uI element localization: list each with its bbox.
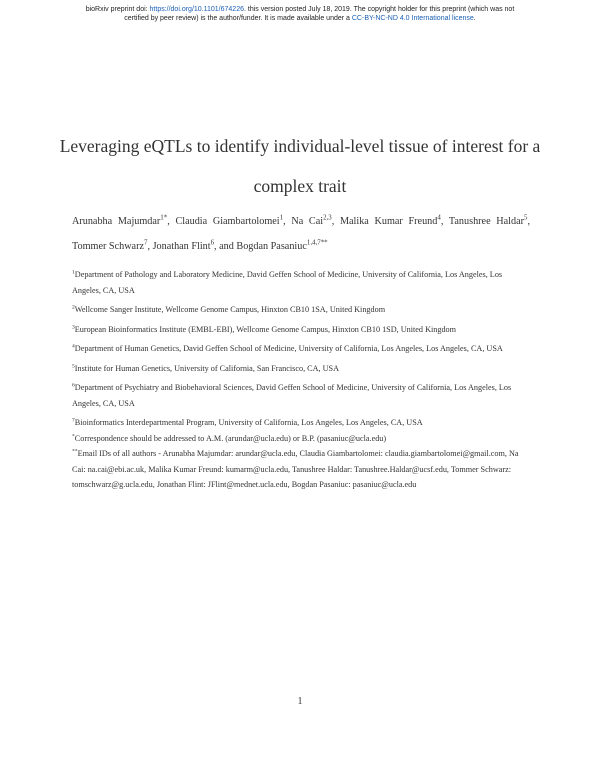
footnote-mark: ** (72, 448, 78, 455)
author-name: Na Cai (291, 216, 324, 227)
author-affiliation-mark: 1,4,7** (306, 239, 328, 247)
author-affiliation-mark: 6 (210, 239, 215, 247)
title-line-2: complex trait (253, 176, 347, 196)
license-link[interactable]: CC-BY-NC-ND 4.0 International license (351, 15, 474, 22)
email-text: Email IDs of all authors - Arunabha Majumdar: arundar@ucla.edu, Claudia Giambartolomei: claudia.giambartolomei@gmail.com, Na Cai: na.cai@ebi.ac.uk, Malika Kumar Freund: kumarm@ucla.edu, Tanushree Haldar: Tanushree.Haldar@ucsf.edu, Tommer Schwarz: tomschwarz@g.ucla.edu, Jonathan Flint: JFlint@mednet.ucla.edu, Bogdan Pasaniuc: pasaniuc@ucla.edu (72, 449, 519, 489)
affiliation-text: Department of Human Genetics, David Geffen School of Medicine, University of California, Los Angeles, Los Angeles, CA, USA (74, 344, 503, 353)
affiliation-item (72, 415, 530, 431)
affiliation-text: Department of Psychiatry and Biobehavioral Sciences, David Geffen School of Medicine, University of California, Los Angeles, Los Angeles, CA, USA (72, 383, 512, 408)
author-name: Tommer Schwarz (72, 241, 144, 252)
header-suffix-2: . (473, 15, 476, 22)
affiliation-number: 5 (72, 362, 75, 369)
author-affiliation-mark: 1 (279, 214, 284, 222)
affiliation-text: Wellcome Sanger Institute, Wellcome Genome Campus, Hinxton CB10 1SA, United Kingdom (74, 305, 386, 314)
affiliation-item (72, 380, 530, 411)
header-suffix: . this version posted July 18, 2019. The copyright holder for this preprint (which was not (243, 6, 515, 13)
paper-title (0, 126, 600, 206)
footnote-mark: * (72, 432, 75, 439)
page-number: 1 (297, 696, 303, 707)
author-affiliation-mark: 2,3 (323, 214, 332, 222)
affiliation-item (72, 361, 530, 377)
affiliation-text: Department of Pathology and Laboratory Medicine, David Geffen School of Medicine, University of California, Los Angeles, Los Angeles, CA, USA (72, 270, 503, 295)
affiliation-number: 7 (72, 417, 75, 424)
affiliation-item (72, 267, 530, 298)
doi-link[interactable]: https://doi.org/10.1101/674226 (149, 6, 244, 13)
affiliation-text: Bioinformatics Interdepartmental Program, University of California, Los Angeles, Los Angeles, CA, USA (74, 418, 423, 427)
affiliation-number: 2 (72, 304, 75, 311)
email-note (72, 446, 530, 493)
header-prefix: bioRxiv preprint doi: (85, 6, 150, 13)
affiliation-text: Institute for Human Genetics, University of California, San Francisco, CA, USA (74, 363, 340, 373)
affiliation-number: 6 (72, 382, 75, 389)
author-name: Claudia Giambartolomei (175, 216, 280, 227)
author-affiliation-mark: 7 (144, 239, 148, 247)
affiliation-item (72, 322, 530, 338)
affiliation-number: 3 (72, 323, 75, 330)
correspondence-text: Correspondence should be addressed to A.M. (arundar@ucla.edu) or B.P. (pasaniuc@ucla.edu) (74, 433, 387, 443)
affiliation-item (72, 341, 530, 357)
author-name: Malika Kumar Freund (339, 216, 438, 227)
affiliation-item (72, 302, 530, 318)
author-name: Bogdan Pasaniuc (236, 241, 307, 252)
author-list: Arunabha Majumdar$^{1*}$, Claudia Giambartolomei$^1$, Na Cai$^{2,3}$, Malika Kumar Freund$^4$, Tanushree Haldar$^5$, Tommer Schwarz$^7$, Jonathan Flint$^6$, and Bogdan Pasaniuc$^{1,4,7**}$ (72, 214, 531, 252)
author-conjunction: and (219, 241, 234, 252)
title-line-1: Leveraging eQTLs to identify individual-level tissue of interest for a (59, 136, 541, 156)
author-name: Jonathan Flint (152, 241, 211, 252)
correspondence-note (72, 431, 530, 447)
author-affiliation-mark: 5 (524, 214, 528, 222)
header-line-1 (0, 5, 600, 14)
header-prefix-2: certified by peer review) is the author/funder. It is made available under a (124, 15, 352, 22)
author-name: Tanushree Haldar (448, 216, 525, 227)
preprint-header (0, 5, 600, 23)
author-affiliation-mark: 1* (160, 214, 168, 222)
affiliation-number: 4 (72, 343, 75, 350)
author-name: Arunabha Majumdar (72, 216, 161, 227)
affiliations (72, 267, 530, 497)
header-line-2 (0, 14, 600, 23)
affiliation-number: 1 (72, 269, 75, 276)
affiliation-text: European Bioinformatics Institute (EMBL-EBI), Wellcome Genome Campus, Hinxton CB10 1SD, United Kingdom (74, 324, 457, 334)
author-affiliation-mark: 4 (437, 214, 441, 222)
